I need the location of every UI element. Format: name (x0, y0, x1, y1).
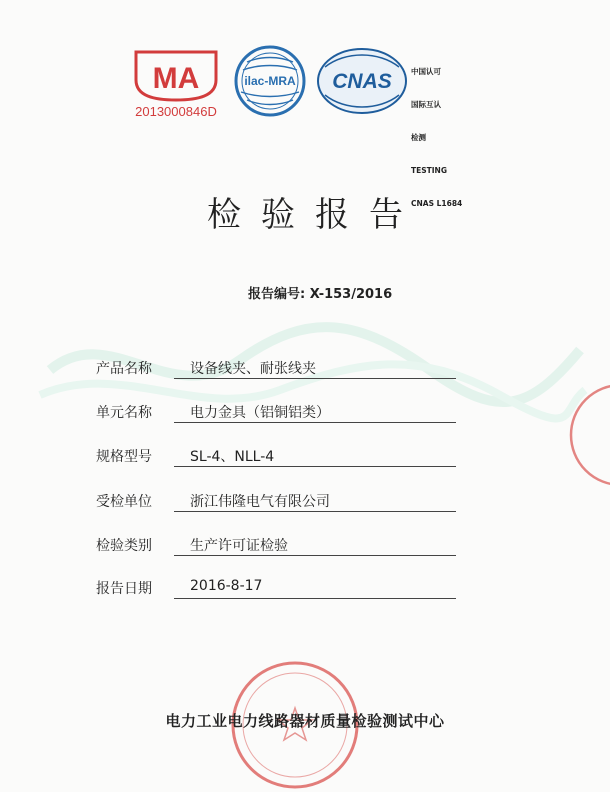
cnas-caption-line: 检测 (411, 133, 426, 142)
issuing-organization: 电力工业电力线路器材质量检验测试中心 (165, 712, 445, 730)
field-row-product-name (96, 358, 456, 382)
field-row-inspected-unit (96, 491, 456, 515)
ilac-mra-logo (229, 40, 311, 122)
side-seal-stamp (566, 380, 610, 490)
cnas-caption-line: TESTING (411, 166, 447, 175)
field-underline (174, 378, 456, 379)
field-label: 检验类别 (96, 538, 152, 554)
field-row-model (96, 446, 456, 470)
field-underline (174, 422, 456, 423)
field-row-unit-name (96, 402, 456, 426)
field-row-inspection-type (96, 535, 456, 559)
cnas-caption-line: 中国认可 (411, 67, 441, 76)
cnas-logo (315, 43, 409, 119)
field-value: 设备线夹、耐张线夹 (190, 361, 316, 377)
field-value: 浙江伟隆电气有限公司 (190, 494, 330, 510)
cnas-caption-line: CNAS L1684 (411, 199, 463, 208)
page-title: 检验报告 (207, 195, 423, 235)
report-number: 报告编号: X-153/2016 (248, 287, 393, 302)
field-label: 受检单位 (96, 494, 152, 510)
field-underline (174, 466, 456, 467)
cnas-caption-line: 国际互认 (411, 100, 441, 109)
cnas-logo-text: CNAS (332, 70, 392, 93)
field-row-report-date (96, 578, 456, 602)
field-value: 电力金具（铝铜铝类） (190, 405, 330, 421)
field-label: 规格型号 (96, 449, 152, 465)
field-label: 报告日期 (96, 581, 152, 597)
ma-logo-text: MA (152, 62, 200, 95)
field-value: 2016-8-17 (190, 578, 263, 594)
field-value: 生产许可证检验 (190, 538, 288, 554)
field-underline (174, 511, 456, 512)
field-label: 单元名称 (96, 405, 152, 421)
field-underline (174, 598, 456, 599)
field-label: 产品名称 (96, 361, 152, 377)
field-value: SL-4、NLL-4 (190, 449, 275, 465)
field-underline (174, 555, 456, 556)
cma-logo (128, 44, 224, 122)
ilac-logo-text: ilac-MRA (244, 74, 296, 88)
ma-code: 2013000846D (135, 104, 217, 119)
